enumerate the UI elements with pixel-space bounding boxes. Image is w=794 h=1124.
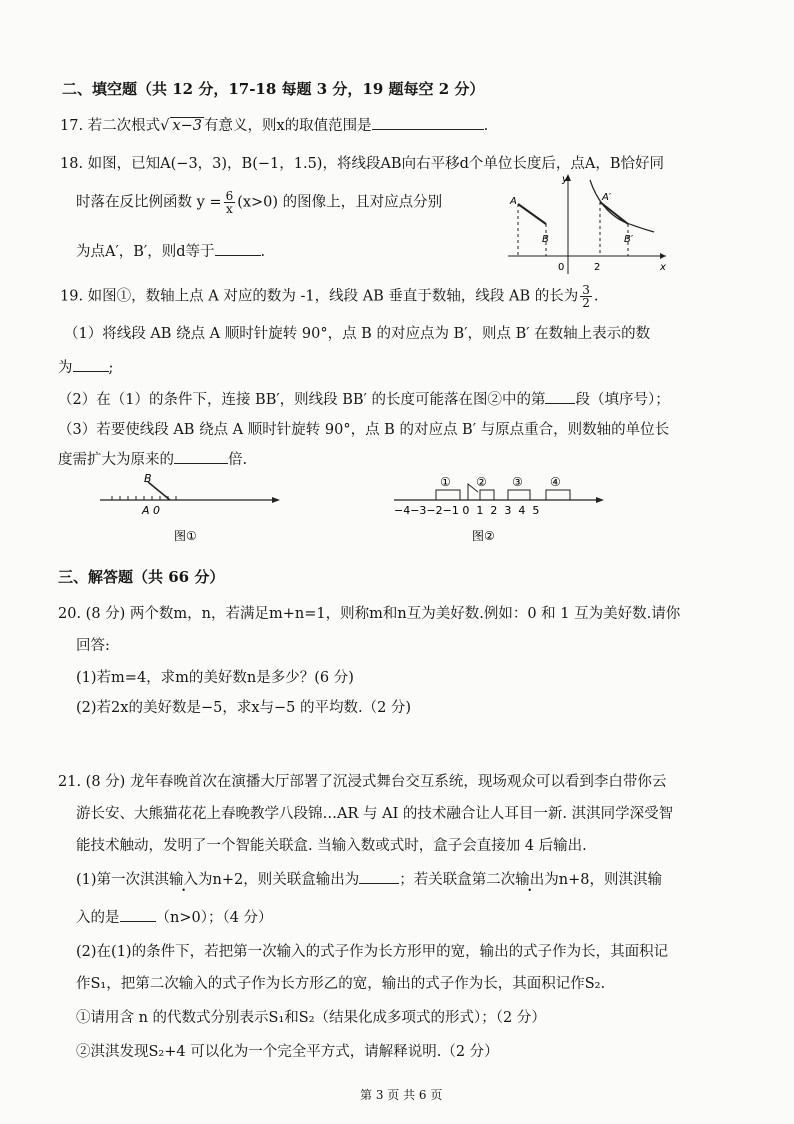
x-axis-arrow-icon — [660, 253, 666, 259]
q19-part1-wei: 为 — [58, 360, 73, 376]
q18-line3-end: . — [260, 244, 266, 260]
x-axis-label: x — [660, 262, 666, 273]
q21-line3: 能技术触动，发明了一个智能关联盒. 当输入数或式时，盒子会直接加 4 后输出. — [76, 838, 587, 854]
point-b-label: B — [542, 234, 549, 245]
q21-part2-line2: 作S₁，把第二次输入的式子作为长方形乙的宽，输出的式子作为长，其面积记作S₂. — [76, 976, 606, 992]
q17-text-pre: 17. 若二次根式 — [60, 118, 161, 134]
number-line-arrow-icon — [272, 497, 280, 503]
q21-input-emphasis: 输入 — [169, 872, 199, 888]
fig2-caption: 图② — [472, 529, 495, 543]
q17-end: . — [483, 118, 489, 134]
q21-p1a-2: 为n+2，则关联盒输出为 — [198, 872, 360, 888]
q21-p1a-3: ；若关联盒第二次 — [399, 872, 516, 888]
section-3-title: 三、解答题（共 66 分） — [58, 568, 225, 586]
y-axis-label: y — [562, 174, 568, 185]
q20-line2: 回答: — [76, 638, 110, 654]
figure-2 — [392, 470, 612, 546]
tick-2-label: 2 — [594, 262, 601, 273]
q21-p1b-1: 入的是 — [76, 910, 120, 926]
q19-part2 — [58, 388, 670, 409]
q18-frac-num: 6 — [225, 189, 234, 203]
q20-line1: 20. (8 分) 两个数m，n，若满足m+n=1，则称m和n互为美好数.例如：0 和 1 互为美好数.请你 — [58, 606, 681, 622]
q18-fraction — [224, 190, 236, 215]
q18-answer-blank[interactable] — [215, 241, 261, 256]
segment-3-bracket — [508, 490, 530, 500]
q21-sub2: ②淇淇发现S₂+4 可以化为一个完全平方式，请解释说明.（2 分） — [76, 1044, 499, 1060]
q19-line1 — [60, 284, 599, 309]
q19-part1-cont: 为 ; — [58, 356, 113, 377]
q19-line1-pre: 19. 如图①，数轴上点 A 对应的数为 -1，线段 AB 垂直于数轴，线段 AB 的长为 — [60, 288, 579, 305]
q21-p1a-1: (1)第一次淇淇 — [76, 872, 170, 888]
fig1-label-b: B — [144, 472, 152, 485]
q21-sub1: ①请用含 n 的代数式分别表示S₁和S₂（结果化成多项式的形式）；（2 分） — [76, 1010, 546, 1026]
q19-part1: （1）将线段 AB 绕点 A 顺时针旋转 90°，点 B 的对应点为 B′，则点 B′ 在数轴上表示的数 — [64, 326, 651, 342]
q19-part3-pre: 度需扩大为原来的 — [58, 452, 174, 468]
fig1-caption: 图① — [174, 529, 197, 543]
q19-part2-blank[interactable] — [545, 389, 575, 404]
fig1-label-a0: A 0 — [142, 504, 161, 517]
q21-part2-line1: (2)在(1)的条件下，若把第一次输入的式子作为长方形甲的宽，输出的式子作为长，其面积记 — [76, 944, 669, 960]
q21-output-emphasis: 输出 — [515, 872, 545, 888]
q18-frac-den: x — [225, 202, 233, 216]
q17-text-post: 有意义，则x的取值范围是 — [203, 118, 372, 134]
q21-p1b-2: （n>0）；（4 分） — [155, 910, 273, 926]
q18-line2-pre: 时落在反比例函数 y = — [76, 194, 222, 211]
segment-1-bracket — [436, 490, 460, 500]
q18-line3-pre: 为点A′，B′，则d等于 — [76, 244, 215, 260]
q20-part2: (2)若2x的美好数是−5，求x与−5 的平均数.（2 分) — [76, 700, 412, 716]
q21-line2: 游长安、大熊猫花花上春晚教学八段锦…AR 与 AI 的技术融合让人耳目一新. 淇淇同学深受智 — [76, 806, 674, 822]
q21-line1: 21. (8 分) 龙年春晚首次在演播大厅部署了沉浸式舞台交互系统，现场观众可以看到李白带你云 — [58, 774, 667, 790]
q19-part1-blank[interactable] — [73, 357, 109, 372]
segment-2-label: ② — [476, 475, 487, 489]
q19-frac-den: 2 — [582, 296, 590, 310]
segment-a1b1 — [600, 202, 628, 224]
segment-4-label: ④ — [550, 475, 561, 489]
number-line-2-arrow-icon — [596, 497, 604, 503]
q17-answer-blank[interactable] — [372, 115, 484, 130]
question-17: 17. 若二次根式√ x−3 有意义，则x的取值范围是 . — [60, 114, 488, 135]
q21-output-blank[interactable] — [359, 869, 399, 884]
segment-2-bracket — [480, 490, 494, 500]
q19-part3: （3）若要使线段 AB 绕点 A 顺时针旋转 90°，点 B 的对应点 B′ 与原点重合，则数轴的单位长 — [58, 422, 670, 438]
hyperbola-curve — [590, 180, 654, 232]
section-2-title: 二、填空题（共 12 分，17-18 每题 3 分，19 题每空 2 分） — [62, 80, 485, 98]
page-footer: 第 3 页 共 6 页 — [360, 1088, 443, 1102]
point-a-label: A — [510, 196, 517, 207]
q18-line3 — [76, 240, 265, 261]
segment-3-label: ③ — [512, 475, 523, 489]
q20-part1: (1)若m=4，求m的美好数n是多少？(6 分) — [76, 670, 354, 686]
q18-line2-post: (x>0) 的图像上，且对应点分别 — [237, 194, 443, 211]
point-a1-label: A′ — [602, 192, 612, 203]
q18-line1: 18. 如图，已知A(−3，3)，B(−1，1.5)，将线段AB向右平移d个单位长度后，点A，B恰好同 — [60, 156, 664, 172]
q19-fraction — [580, 284, 592, 309]
q19-frac-num: 3 — [582, 283, 590, 297]
q21-input-blank[interactable] — [120, 907, 156, 922]
segment-1-label: ① — [440, 475, 451, 489]
q19-part2-post: 段（填序号）； — [575, 392, 670, 408]
figure-1 — [96, 470, 286, 546]
fig2-tick-labels: −4−3−2−1 0 1 2 3 4 5 — [394, 504, 540, 517]
segment-4-bracket — [546, 490, 570, 500]
q17-radical: x−3 — [172, 118, 202, 134]
q19-part3-post: 倍. — [228, 452, 248, 468]
q19-line1-end: . — [593, 288, 599, 305]
segment-ab — [518, 204, 546, 224]
q18-line2 — [76, 190, 442, 215]
q19-part2-pre: （2）在（1）的条件下，连接 BB′，则线段 BB′ 的长度可能落在图②中的第 — [58, 392, 546, 408]
q21-p1a-4: 为n+8，则淇淇输 — [544, 872, 662, 888]
q19-part3-blank[interactable] — [174, 449, 228, 464]
q19-part3-cont — [58, 448, 247, 469]
origin-label: 0 — [558, 262, 565, 273]
point-b1-label: B′ — [624, 234, 634, 245]
q21-part1-line1 — [76, 868, 662, 889]
q18-graph — [504, 170, 674, 278]
q21-part1-line2 — [76, 906, 273, 927]
